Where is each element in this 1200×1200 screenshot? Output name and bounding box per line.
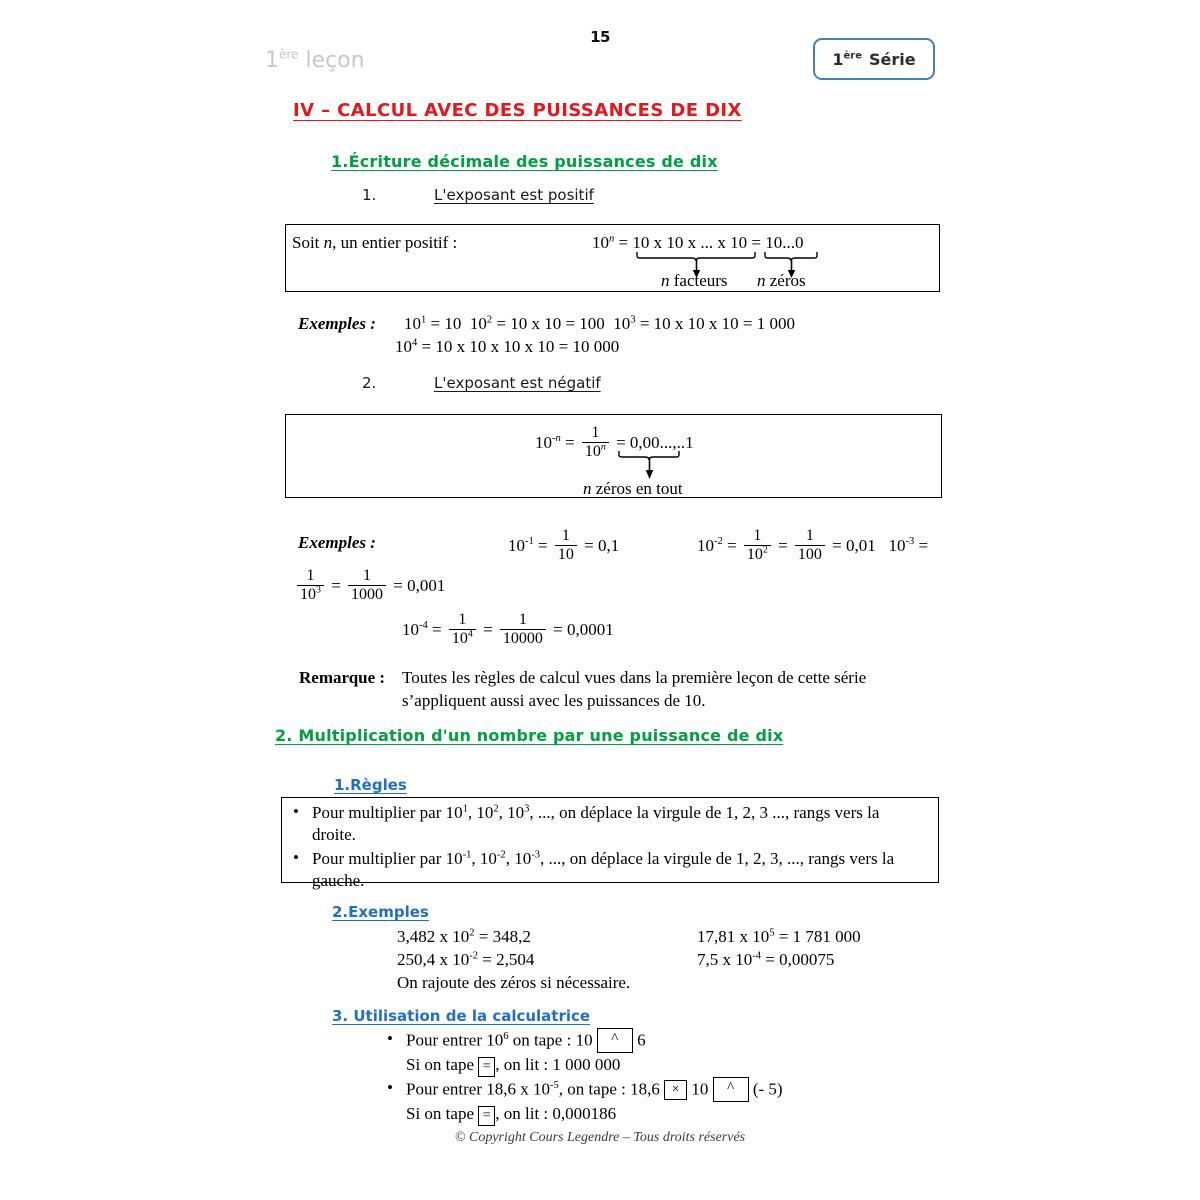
subheading-index: 1. [362,186,377,204]
fraction-1-over-100: $\frac{1}{100}$ [795,527,825,565]
calculator-item-power-line1: • Pour entrer $10^6$ on tape : 10 ^ 6 [406,1029,941,1054]
examples-positive-title: Exemples : [298,314,376,333]
equals-key-icon[interactable]: = [478,1106,495,1126]
rule-item-negative-line2: gauche. [312,871,365,891]
page-number: 15 [590,28,610,46]
label-n-zeros-en-tout: n zéros en tout [583,479,683,498]
calculator-item-scientific [381,1078,941,1125]
remarque-line-2: s’appliquent aussi avec les puissances de 10. [402,691,706,710]
example-mult-right-2: 7,5 x $10^{-4} = 0,00075$ [697,950,835,969]
calculator-item-power [381,1029,941,1076]
example-mult-note: On rajoute des zéros si nécessaire. [397,973,631,992]
lesson-label [265,48,365,73]
calculator-item-scientific-line2: Si on tape = , on lit : 0,000186 [406,1103,941,1125]
subsection-heading-exemples: 2.Exemples [332,903,429,921]
factors-group: 10 x 10 x ... x 10 [632,233,748,252]
rules-list [287,802,933,894]
example-mult-left-1: 3,482 x $10^2 = 348,2$ [397,927,531,946]
label-n-zeros: n zéros [757,271,806,290]
label-n-facteurs: n facteurs [661,271,728,290]
rule-item-positive-line1: • Pour multiplier par $10^1$, $10^2$, $10^3$, ..., on déplace la virgule de 1, 2, 3 ..., rangs vers la [312,803,880,822]
examples-positive-line-1: $10^1 = 10$ $10^2 = 10$ x 10 = 100 $10^3 = 10$ x 10 x 10 = 1 000 [404,314,796,333]
remarque-line-1: Toutes les règles de calcul vues dans la première leçon de cette série [402,668,867,687]
lesson-label-number: 1 [265,48,279,73]
example-10-minus-2: $10^{-2}$ = $\frac{1}{10^2}$ = $\frac{1}{100}$ = 0,01 $10^{-3}$ = [697,527,929,564]
equals-key-icon[interactable]: = [478,1057,495,1077]
examples-positive-line-2: $10^4 = 10$ x 10 x 10 x 10 = 10 000 [395,337,620,356]
formula-intro-positive: Soit n, un entier positif : [292,233,458,252]
formula-positive-expression: 10$^n$ = 10 x 10 x ... x 10 = 10...0 [592,233,804,252]
examples-negative-title: Exemples : [298,533,376,552]
rule-item-negative-line1: • Pour multiplier par $10^{-1}$, $10^{-2}$, $10^{-3}$, ..., on déplace la virgule de 1, 2, 3, ..., rangs vers la [312,849,895,869]
fraction-1-over-1000: $\frac{1}{1000}$ [348,567,386,605]
caret-key-icon[interactable]: ^ [597,1028,633,1053]
subheading-exposant-positif [362,186,594,204]
subheading-index: 2. [362,374,377,392]
rule-item-negative [287,848,933,892]
caret-key-icon[interactable]: ^ [713,1077,749,1102]
subheading-exposant-negatif [362,374,601,392]
example-10-minus-3-continued: $\frac{1}{10^3}$ = $\frac{1}{1000}$ = 0,001 [294,568,445,606]
example-mult-right-1: 17,81 x $10^5 = 1$ 781 000 [697,927,861,946]
section-heading-main: IV – CALCUL AVEC DES PUISSANCES DE DIX [293,100,742,121]
zeros-group: 10...0 [765,233,804,252]
formula-negative-expression: $10^{-n}$ = $\frac{1}{10^n}$ = 0,00...,..1 [535,424,694,461]
serie-badge [813,38,935,80]
rule-item-positive-line2: droite. [312,825,356,845]
calculator-list [381,1029,941,1127]
subsection-heading-calculatrice: 3. Utilisation de la calculatrice [332,1007,591,1025]
lesson-label-word: leçon [305,48,365,73]
copyright-footer: © Copyright Cours Legendre – Tous droits réservés [454,1130,746,1145]
fraction-1-over-10: $\frac{1}{10}$ [555,527,577,565]
fraction-1-over-10-fourth: $\frac{1}{10^4}$ [449,611,476,649]
fraction-one-over-ten-n: $\frac{1}{10^n}$ [582,424,609,462]
multiply-key-icon[interactable]: × [664,1080,687,1100]
calculator-item-scientific-line1: • Pour entrer 18,6 x $10^{-5}$, on tape : 18,6 × 10 ^ (- 5) [406,1078,941,1103]
lesson-label-ordinal: ère [279,47,299,62]
example-mult-left-2: 250,4 x $10^{-2} = 2,504$ [397,950,535,969]
rule-item-positive [287,802,933,846]
fraction-1-over-10-squared: $\frac{1}{10^2}$ [744,527,771,565]
serie-badge-number: 1ère [832,49,863,69]
decimal-zeros-group: 0,00...,..1 [629,432,694,452]
remarque-label: Remarque : [299,668,386,687]
section-heading-ecriture-decimale: 1.Écriture décimale des puissances de dix [331,152,718,171]
arrow-down-zeros-total [645,459,654,479]
section-heading-multiplication: 2. Multiplication d'un nombre par une puissance de dix [275,726,784,745]
calculator-item-power-line2: Si on tape = , on lit : 1 000 000 [406,1054,941,1076]
subheading-text: L'exposant est positif [434,186,594,204]
example-10-minus-4: $10^{-4}$ = $\frac{1}{10^4}$ = $\frac{1}{10000}$ = 0,0001 [402,611,614,648]
fraction-1-over-10000: $\frac{1}{10000}$ [500,611,546,649]
fraction-1-over-10-cubed: $\frac{1}{10^3}$ [297,567,324,605]
subheading-text: L'exposant est négatif [434,374,601,392]
subsection-heading-regles: 1.Règles [334,776,407,794]
example-10-minus-1: $10^{-1}$ = $\frac{1}{10}$ = 0,1 [508,527,620,564]
serie-badge-word: Série [869,49,916,69]
